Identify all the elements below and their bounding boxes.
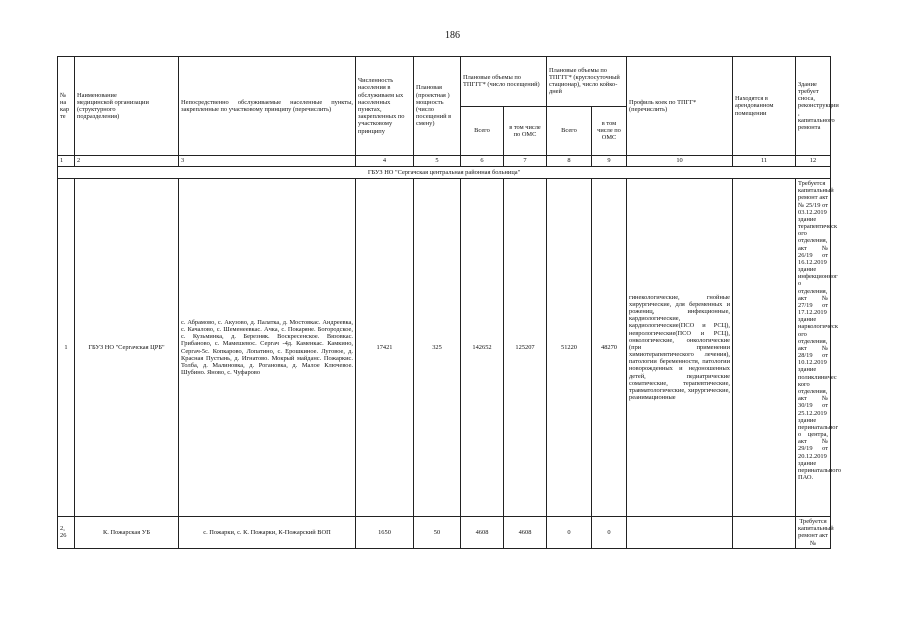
row-capacity: 325 [414, 179, 461, 517]
row-capacity: 50 [414, 517, 461, 549]
row-visits-oms: 125207 [504, 179, 547, 517]
row-settlements: с. Пожарки, с. К. Пожарки, К-Пожарский ВОП [179, 517, 356, 549]
row-building: Требуется капитальный ремонт акт № 25/19 от 03.12.2019 здание терапевтическ ого отделения, акт № 26/19 от 16.12.2019 здание инфекционног о отделения, акт № 27/19 от 17.12.2019 здание наркологическ ого отделения, акт № 28/19 от 10.12.2019 здание поликлиничес кого отделения, акт № 30/19 от 25.12.2019 здание перинатальног о центра, акт № 29/19 от 20.12.2019 здание перинатального ПАО. [796, 179, 831, 517]
column-number: 8 [547, 156, 592, 167]
row-beds-total: 0 [547, 517, 592, 549]
header-beds-group: Плановые объемы по ТПГГГ* (круглосуточный стационар), число койко-дней [547, 57, 627, 107]
row-population: 1650 [356, 517, 414, 549]
row-bed-profile: гинекологические, гнойные хирургические, для беременных и рожениц, инфекционные, кардиологические, кардиологические(ПСО и РСЦ), неврологические(ПСО и РСЦ), онкологические, онкологические (при применении химиотерапевтического лечения), патологии беременности, патологии новорожденных и недоношенных детей, педиатрические соматические, терапевтические, травматологические, хирургические, реанимационные [627, 179, 733, 517]
header-beds-total: Всего [547, 106, 592, 156]
column-number-row [58, 156, 831, 167]
row-building: Требуется капитальный ремонт акт № [796, 517, 831, 549]
column-number: 12 [796, 156, 831, 167]
row-beds-oms: 0 [592, 517, 627, 549]
header-bed-profile: Профиль коек по ТПГГ* (перечислить) [627, 57, 733, 156]
table-row [58, 517, 831, 549]
row-visits-oms: 4608 [504, 517, 547, 549]
header-capacity: Плановая (проектная ) мощность (число посещений в смену) [414, 57, 461, 156]
column-number: 9 [592, 156, 627, 167]
header-beds-oms: в том числе по ОМС [592, 106, 627, 156]
header-leased: Находятся в арендованном помещении [733, 57, 796, 156]
column-number: 3 [179, 156, 356, 167]
row-beds-total: 51220 [547, 179, 592, 517]
row-no: 2, 26 [58, 517, 75, 549]
column-number: 4 [356, 156, 414, 167]
header-settlements: Непосредственно обслуживаемые населенные пункты, закрепленные по участковому принципу (перечислить) [179, 57, 356, 156]
column-number: 1 [58, 156, 75, 167]
header-row-1 [58, 57, 831, 107]
org-title: ГБУЗ НО "Сергачская центральная районная больница" [58, 167, 831, 179]
column-number: 7 [504, 156, 547, 167]
row-population: 17421 [356, 179, 414, 517]
row-org-name: ГБУЗ НО "Сергачская ЦРБ" [75, 179, 179, 517]
column-number: 5 [414, 156, 461, 167]
column-number: 6 [461, 156, 504, 167]
row-visits-total: 4608 [461, 517, 504, 549]
column-number: 10 [627, 156, 733, 167]
column-number: 2 [75, 156, 179, 167]
header-visits-total: Всего [461, 106, 504, 156]
column-number: 11 [733, 156, 796, 167]
facilities-table [57, 56, 842, 549]
row-beds-oms: 48270 [592, 179, 627, 517]
row-leased [733, 517, 796, 549]
header-visits-oms: в том числе по ОМС [504, 106, 547, 156]
row-settlements: с. Абрамово, с. Акузово, д. Палатка, д. Мостовкас. Андреевка, с. Качалово, с. Шеменеевкас. Ачка, с. Покаряне. Богородское, с. Кузьминка, д. Березняк. Воскресенское. Вязовкас. Грибаново, с. Мамешевос. Сергач -4д. Каменкас. Камкино, Сергач-5с. Копкарово, Лопатино, с. Ерошкиное. Луговое, д. Красная Пустынь, д. Игнатово. Мокрый майданс. Пожаркис. Толба, д. Малиновка, д. Рогановка, д. Малое Ключевое. Шубино. Яново, с. Чуфарово [179, 179, 356, 517]
header-no: № на кар те [58, 57, 75, 156]
header-building: Здание требует сноса, реконструкции , капитального ремонта [796, 57, 831, 156]
row-org-name: К. Пожарская УБ [75, 517, 179, 549]
table-row [58, 179, 831, 517]
org-title-row [58, 167, 831, 179]
row-bed-profile [627, 517, 733, 549]
row-visits-total: 142652 [461, 179, 504, 517]
page-number: 186 [445, 30, 460, 41]
row-leased [733, 179, 796, 517]
header-org-name: Наименование медицинской организации (структурного подразделения) [75, 57, 179, 156]
header-population: Численность населения в обслуживаем ых населенных пунктах, закрепленных по участковому принципу [356, 57, 414, 156]
row-no: 1 [58, 179, 75, 517]
header-visits-group: Плановые объемы по ТПГГГ* (число посещений) [461, 57, 547, 107]
